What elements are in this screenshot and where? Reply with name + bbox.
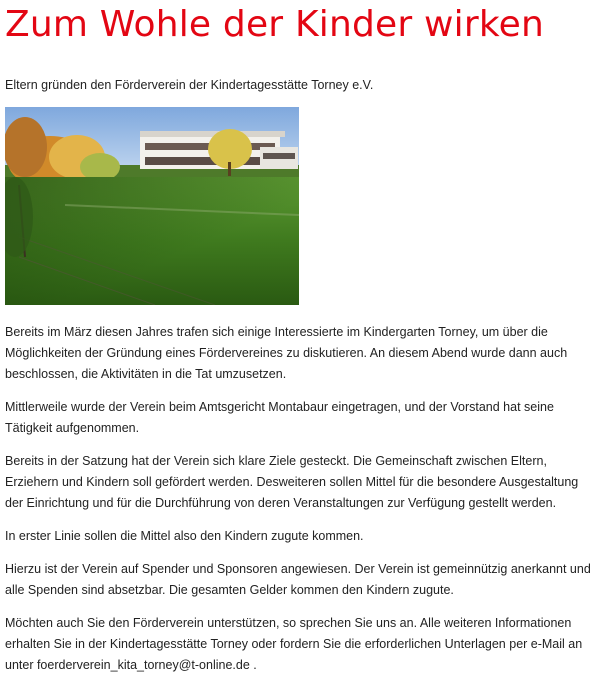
paragraph-founding: Bereits im März diesen Jahres trafen sich einige Interessierte im Kindergarten Torney, um über die Möglichkeiten der Gründung eines Fördervereines zu diskutieren. An diesem Abend wurde dann auch beschlossen, die Aktivitäten in die Tat umzusetzen. <box>5 325 568 381</box>
kindergarten-photo-image <box>5 107 299 305</box>
paragraph-registration: Mittlerweile wurde der Verein beim Amtsgericht Montabaur eingetragen, und der Vorstand hat seine Tätigkeit aufgenommen. <box>5 400 554 435</box>
paragraph-contact: Möchten auch Sie den Förderverein unterstützen, so sprechen Sie uns an. Alle weiteren Informationen erhalten Sie in der Kindertagesstätte Torney oder fordern Sie die erforderlichen Unterlagen per e-Mail an unter foerderverein_kita_torney@t-online.de . <box>5 616 583 672</box>
article-subheadline: Eltern gründen den Förderverein der Kindertagesstätte Torney e.V. <box>5 78 374 92</box>
paragraph-purpose: In erster Linie sollen die Mittel also den Kindern zugute kommen. <box>5 529 364 543</box>
article-body <box>5 322 597 688</box>
paragraph-goals: Bereits in der Satzung hat der Verein sich klare Ziele gesteckt. Die Gemeinschaft zwischen Eltern, Erziehern und Kindern soll gefördert werden. Desweiteren sollen Mittel für die besondere Ausgestaltung der Einrichtung und für die Durchführung von deren Veranstaltungen zur Verfügung gestellt werden. <box>5 454 579 510</box>
article-headline: Zum Wohle der Kinder wirken <box>5 4 545 45</box>
paragraph-donations: Hierzu ist der Verein auf Spender und Sponsoren angewiesen. Der Verein ist gemeinnützig anerkannt und alle Spenden sind absetzbar. Die gesamten Gelder kommen den Kindern zugute. <box>5 562 591 597</box>
kindergarten-photo <box>5 107 299 305</box>
